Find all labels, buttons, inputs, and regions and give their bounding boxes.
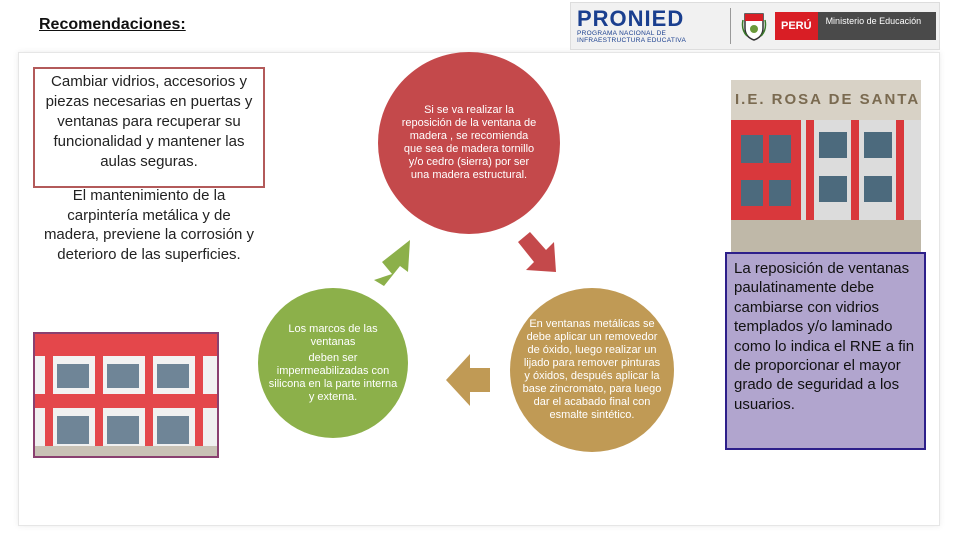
school-sign-text: I.E. ROSA DE SANTA — [735, 91, 921, 108]
cycle-step-frames — [258, 288, 408, 438]
ministry-logo — [775, 12, 936, 40]
cycle-step-metal-window-text: En ventanas metálicas se debe aplicar un removedor de óxido, luego realizar un lijado para remover pinturas y óxidos, después aplicar la base zincromato, para luego dar el acabado final con esmalte sintético. — [522, 318, 662, 421]
arrow-left-icon — [444, 350, 492, 410]
peru-label: PERÚ — [775, 12, 818, 40]
pronied-logo-subtitle: PROGRAMA NACIONAL DE INFRAESTRUCTURA EDUCATIVA — [577, 30, 687, 44]
school-building-photo-left — [33, 332, 219, 458]
cycle-step-wood-window-text: Si se va realizar la reposición de la ventana de madera , se recomienda que sea de madera tornillo y/o cedro (sierra) por ser una madera estructural. — [401, 104, 537, 181]
cycle-step-metal-window — [510, 288, 674, 452]
page-title: Recomendaciones: — [39, 16, 186, 33]
ministry-label: Ministerio de Educación — [818, 12, 936, 40]
logo-divider — [730, 8, 731, 44]
coat-of-arms-icon — [739, 9, 769, 43]
cycle-step-frames-text-2: deben ser impermeabilizadas con silicona en la parte interna y externa. — [268, 351, 398, 403]
arrow-down-right-icon — [512, 230, 562, 278]
recommendation-maintenance-text: El mantenimiento de la carpintería metálica y de madera, previene la corrosión y deterioro de las superficies. — [43, 187, 255, 263]
cycle-step-wood-window — [378, 52, 560, 234]
glass-recommendation-box: La reposición de ventanas paulatinamente debe cambiarse con vidrios templados y/o laminado como lo indica el RNE a fin de proporcionar el mayor grado de seguridad a los usuarios. — [725, 252, 926, 450]
school-building-photo-right — [731, 80, 921, 252]
recommendation-windows-text: Cambiar vidrios, accesorios y piezas necesarias en puertas y ventanas para recuperar su funcionalidad y mantener las aulas seguras. — [33, 67, 265, 188]
cycle-step-frames-text-1: Los marcos de las ventanas — [288, 322, 378, 348]
pronied-logo — [571, 3, 726, 49]
arrow-up-right-icon — [368, 238, 414, 288]
logo-bar — [570, 2, 940, 50]
pronied-logo-name: PRONIED — [577, 6, 685, 31]
